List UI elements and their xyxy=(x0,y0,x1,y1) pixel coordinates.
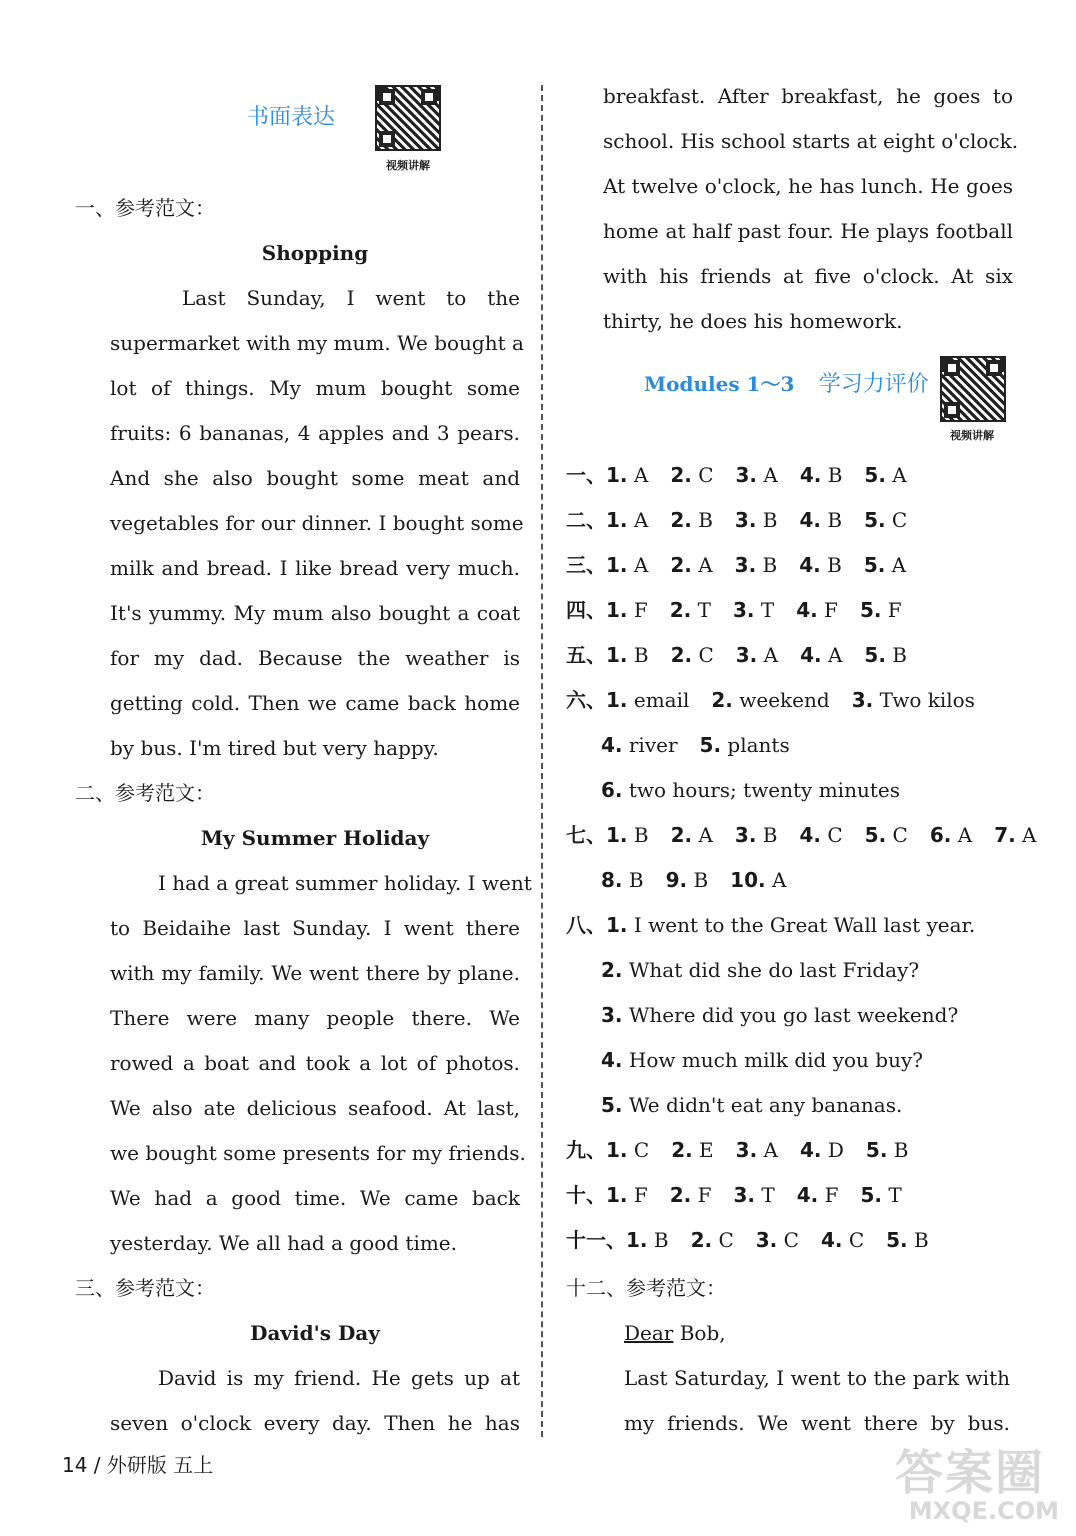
answer-value: F xyxy=(818,1183,839,1207)
answer-value: T xyxy=(754,598,775,622)
answer-value: C xyxy=(885,508,908,532)
answer-value: B xyxy=(627,643,649,667)
answer-number: 5. xyxy=(864,508,886,532)
answer-number: 4. xyxy=(799,508,821,532)
answer-value: A xyxy=(821,643,843,667)
answer-section-number: 一、 xyxy=(566,463,606,487)
answer-number: 3. xyxy=(735,1138,758,1162)
answer-value: A xyxy=(951,823,973,847)
answer-value: F xyxy=(881,598,902,622)
answer-number: 1. xyxy=(606,508,628,532)
answer-number: 3. xyxy=(734,553,757,577)
answer-number: 9. xyxy=(665,868,688,892)
answer-value: river xyxy=(622,733,678,757)
answer-section-number: 二、 xyxy=(566,508,606,532)
answer-number: 7. xyxy=(994,823,1016,847)
answer-number: 6. xyxy=(929,823,952,847)
answer-value: C xyxy=(692,643,714,667)
essay-line: There were many people there. We xyxy=(110,1006,520,1030)
essay-line: I had a great summer holiday. I went xyxy=(158,871,532,895)
answer-number: 1. xyxy=(606,643,628,667)
answer-number: 4. xyxy=(796,598,818,622)
answer-number: 1. xyxy=(606,1138,628,1162)
answer-number: 5. xyxy=(865,1138,888,1162)
answer-value: I went to the Great Wall last year. xyxy=(627,913,976,937)
answer-number: 2. xyxy=(670,643,693,667)
answer-value: B xyxy=(820,553,842,577)
answer-number: 1. xyxy=(626,1228,648,1252)
answer-number: 8. xyxy=(601,868,623,892)
answer-number: 3. xyxy=(851,688,874,712)
answer-number: 5. xyxy=(859,598,882,622)
answer-number: 5. xyxy=(864,463,886,487)
answer-value: B xyxy=(907,1228,929,1252)
qr-code-icon[interactable] xyxy=(375,85,441,151)
answer-value: F xyxy=(817,598,838,622)
answer-number: 1. xyxy=(606,463,628,487)
answer-row xyxy=(566,1218,929,1263)
essay-line: vegetables for our dinner. I bought some xyxy=(110,511,524,535)
answer-number: 4. xyxy=(820,1228,843,1252)
answer-value: A xyxy=(885,553,907,577)
answer-value: B xyxy=(627,823,649,847)
essay-line: Last Sunday, I went to the xyxy=(182,286,520,310)
answer-number: 3. xyxy=(735,463,758,487)
essay-line: Last Saturday, I went to the park with xyxy=(624,1366,1010,1390)
answer-section-number: 十、 xyxy=(566,1183,606,1207)
answer-number: 1. xyxy=(606,823,628,847)
answer-number: 4. xyxy=(601,1048,623,1072)
part1-title: Shopping xyxy=(261,241,369,265)
answer-number: 6. xyxy=(601,778,623,802)
answer-value: B xyxy=(622,868,644,892)
answer-row xyxy=(601,768,900,813)
essay-line: lot of things. My mum bought some xyxy=(110,376,520,400)
answer-row xyxy=(566,813,1037,858)
essay-line: David is my friend. He gets up at xyxy=(158,1366,520,1390)
answer-value: C xyxy=(821,823,843,847)
answer-value: C xyxy=(777,1228,799,1252)
watermark-text: 答案圈 xyxy=(895,1445,1046,1501)
answer-number: 1. xyxy=(606,598,628,622)
answer-row xyxy=(601,723,790,768)
answer-row xyxy=(566,633,907,678)
answer-number: 2. xyxy=(690,1228,713,1252)
answer-value: T xyxy=(691,598,711,622)
answer-value: We didn't eat any bananas. xyxy=(622,1093,903,1117)
essay-line: And she also bought some meat and xyxy=(110,466,520,490)
answer-row xyxy=(566,543,906,588)
answer-row xyxy=(566,453,907,498)
answer-value: C xyxy=(886,823,908,847)
part2-title: My Summer Holiday xyxy=(200,826,430,850)
answer-value: A xyxy=(692,823,713,847)
answer-number: 5. xyxy=(601,1093,623,1117)
essay-line: to Beidaihe last Sunday. I went there xyxy=(110,916,520,940)
essay-line: rowed a boat and took a lot of photos. xyxy=(110,1051,520,1075)
answer-row xyxy=(601,948,919,993)
answer-value: A xyxy=(627,553,649,577)
answer-number: 2. xyxy=(669,1183,692,1207)
qr-caption: 视频讲解 xyxy=(950,429,994,442)
essay-line: with my family. We went there by plane. xyxy=(110,961,520,985)
answer-row xyxy=(566,1128,909,1173)
answer-number: 5. xyxy=(886,1228,908,1252)
answer-row xyxy=(566,678,975,723)
answer-value: B xyxy=(821,463,843,487)
answer-number: 2. xyxy=(670,463,692,487)
greeting-name: Bob, xyxy=(673,1321,726,1345)
essay-line: breakfast. After breakfast, he goes to xyxy=(603,84,1013,108)
answer-number: 2. xyxy=(669,598,692,622)
essay-line: school. His school starts at eight o'clock. xyxy=(603,129,1019,153)
essay-line: with his friends at five o'clock. At six xyxy=(603,264,1013,288)
answer-value: T xyxy=(755,1183,775,1207)
answer-value: B xyxy=(821,508,843,532)
answer-row xyxy=(601,993,958,1038)
essay-line: It's yummy. My mum also bought a coat xyxy=(110,601,520,625)
answer-value: B xyxy=(756,553,778,577)
answer-value: A xyxy=(885,463,907,487)
essay-line: fruits: 6 bananas, 4 apples and 3 pears. xyxy=(110,421,520,445)
answer-value: B xyxy=(885,643,907,667)
answer-row xyxy=(566,498,907,543)
answer-section-number: 八、 xyxy=(566,913,606,937)
answer-value: B xyxy=(756,508,778,532)
answer-number: 3. xyxy=(734,508,757,532)
answer-row xyxy=(566,1173,902,1218)
essay-line: my friends. We went there by bus. xyxy=(624,1411,1010,1435)
answer-value: C xyxy=(627,1138,650,1162)
watermark-logo xyxy=(895,1445,1065,1528)
answer-row xyxy=(601,1083,902,1128)
page-footer: 14 / 外研版 五上 xyxy=(62,1453,214,1477)
column-divider xyxy=(541,85,543,1437)
answer-number: 2. xyxy=(711,688,733,712)
answer-value: D xyxy=(821,1138,844,1162)
part1-label: 一、参考范文： xyxy=(75,196,215,220)
answer-section-number: 六、 xyxy=(566,688,606,712)
essay-line: seven o'clock every day. Then he has xyxy=(110,1411,520,1435)
answer-number: 3. xyxy=(734,823,757,847)
module-subtitle: 学习力评价 xyxy=(818,372,929,397)
answer-number: 2. xyxy=(670,553,692,577)
essay-line: supermarket with my mum. We bought a xyxy=(110,331,524,355)
essay-line: milk and bread. I like bread very much. xyxy=(110,556,520,580)
answer-value: F xyxy=(627,598,648,622)
answer-value: B xyxy=(756,823,778,847)
answer-number: 3. xyxy=(735,643,758,667)
answer-section-number: 五、 xyxy=(566,643,606,667)
answer-number: 3. xyxy=(601,1003,623,1027)
answer-value: A xyxy=(627,508,649,532)
answer-number: 3. xyxy=(733,1183,756,1207)
answer-row xyxy=(601,858,786,903)
answer-section-number: 七、 xyxy=(566,823,606,847)
answer-number: 5. xyxy=(699,733,722,757)
answer-number: 4. xyxy=(799,463,822,487)
answer-value: A xyxy=(691,553,713,577)
answer-value: A xyxy=(757,643,779,667)
answer-value: F xyxy=(627,1183,648,1207)
answer-number: 4. xyxy=(799,553,821,577)
answer-value: B xyxy=(691,508,713,532)
answer-value: A xyxy=(627,463,649,487)
answer-number: 5. xyxy=(863,553,886,577)
module-heading xyxy=(644,362,929,407)
answer-number: 5. xyxy=(864,643,886,667)
answer-number: 3. xyxy=(732,598,755,622)
answer-section-number: 十一、 xyxy=(566,1228,626,1252)
answer-number: 1. xyxy=(606,553,628,577)
answer-value: E xyxy=(692,1138,714,1162)
letter-greeting xyxy=(624,1311,726,1356)
answer-section-number: 九、 xyxy=(566,1138,606,1162)
answer-number: 4. xyxy=(796,1183,819,1207)
answer-number: 1. xyxy=(606,1183,628,1207)
answer-value: Two kilos xyxy=(873,688,975,712)
answer-value: plants xyxy=(721,733,790,757)
essay-line: by bus. I'm tired but very happy. xyxy=(110,736,439,760)
essay-line: home at half past four. He plays football xyxy=(603,219,1013,243)
essay-line: We also ate delicious seafood. At last, xyxy=(110,1096,520,1120)
answer-number: 4. xyxy=(800,643,822,667)
answer-number: 2. xyxy=(671,1138,693,1162)
answer-number: 10. xyxy=(730,868,766,892)
answer-number: 4. xyxy=(601,733,623,757)
answer-number: 1. xyxy=(606,913,628,937)
answer-number: 4. xyxy=(800,1138,822,1162)
answer-section-number: 三、 xyxy=(566,553,606,577)
answer-value: What did she do last Friday? xyxy=(622,958,920,982)
qr-caption: 视频讲解 xyxy=(386,159,430,172)
essay-line: At twelve o'clock, he has lunch. He goes xyxy=(603,174,1013,198)
part3-label: 三、参考范文： xyxy=(75,1276,215,1300)
answer-row xyxy=(566,903,975,948)
answer-value: B xyxy=(687,868,709,892)
answer-value: B xyxy=(887,1138,909,1162)
part12-label: 十二、参考范文： xyxy=(566,1276,726,1300)
answer-value: C xyxy=(712,1228,734,1252)
answer-number: 1. xyxy=(606,688,628,712)
answer-number: 2. xyxy=(670,508,692,532)
essay-line: We had a good time. We came back xyxy=(110,1186,520,1210)
greeting-word: Dear xyxy=(624,1321,674,1345)
answer-number: 5. xyxy=(860,1183,882,1207)
answer-value: How much milk did you buy? xyxy=(622,1048,923,1072)
answer-number: 2. xyxy=(670,823,693,847)
answer-value: C xyxy=(842,1228,865,1252)
essay-line: thirty, he does his homework. xyxy=(603,309,903,333)
answer-number: 2. xyxy=(601,958,623,982)
watermark-url: MXQE.COM xyxy=(908,1497,1059,1525)
answer-number: 3. xyxy=(755,1228,778,1252)
answer-value: A xyxy=(1015,823,1037,847)
answer-row xyxy=(566,588,902,633)
essay-line: getting cold. Then we came back home xyxy=(110,691,520,715)
answer-value: A xyxy=(757,463,778,487)
qr-code-icon[interactable] xyxy=(940,356,1006,422)
answer-value: weekend xyxy=(732,688,830,712)
answer-number: 5. xyxy=(864,823,887,847)
essay-line: for my dad. Because the weather is xyxy=(110,646,520,670)
answer-value: F xyxy=(691,1183,712,1207)
essay-line: we bought some presents for my friends. xyxy=(110,1141,526,1165)
answer-value: T xyxy=(881,1183,902,1207)
module-title: Modules 1～3 xyxy=(644,372,795,396)
answer-section-number: 四、 xyxy=(566,598,606,622)
answer-value: email xyxy=(627,688,690,712)
part2-label: 二、参考范文： xyxy=(75,781,215,805)
essay-line: yesterday. We all had a good time. xyxy=(110,1231,457,1255)
answer-number: 4. xyxy=(799,823,821,847)
answer-value: A xyxy=(757,1138,778,1162)
answer-value: two hours; twenty minutes xyxy=(622,778,900,802)
answer-row xyxy=(601,1038,923,1083)
answer-value: A xyxy=(765,868,787,892)
answer-value: B xyxy=(647,1228,669,1252)
part3-title: David's Day xyxy=(250,1321,380,1345)
answer-value: C xyxy=(691,463,714,487)
answer-value: Where did you go last weekend? xyxy=(622,1003,959,1027)
section-title: 书面表达 xyxy=(247,105,336,130)
